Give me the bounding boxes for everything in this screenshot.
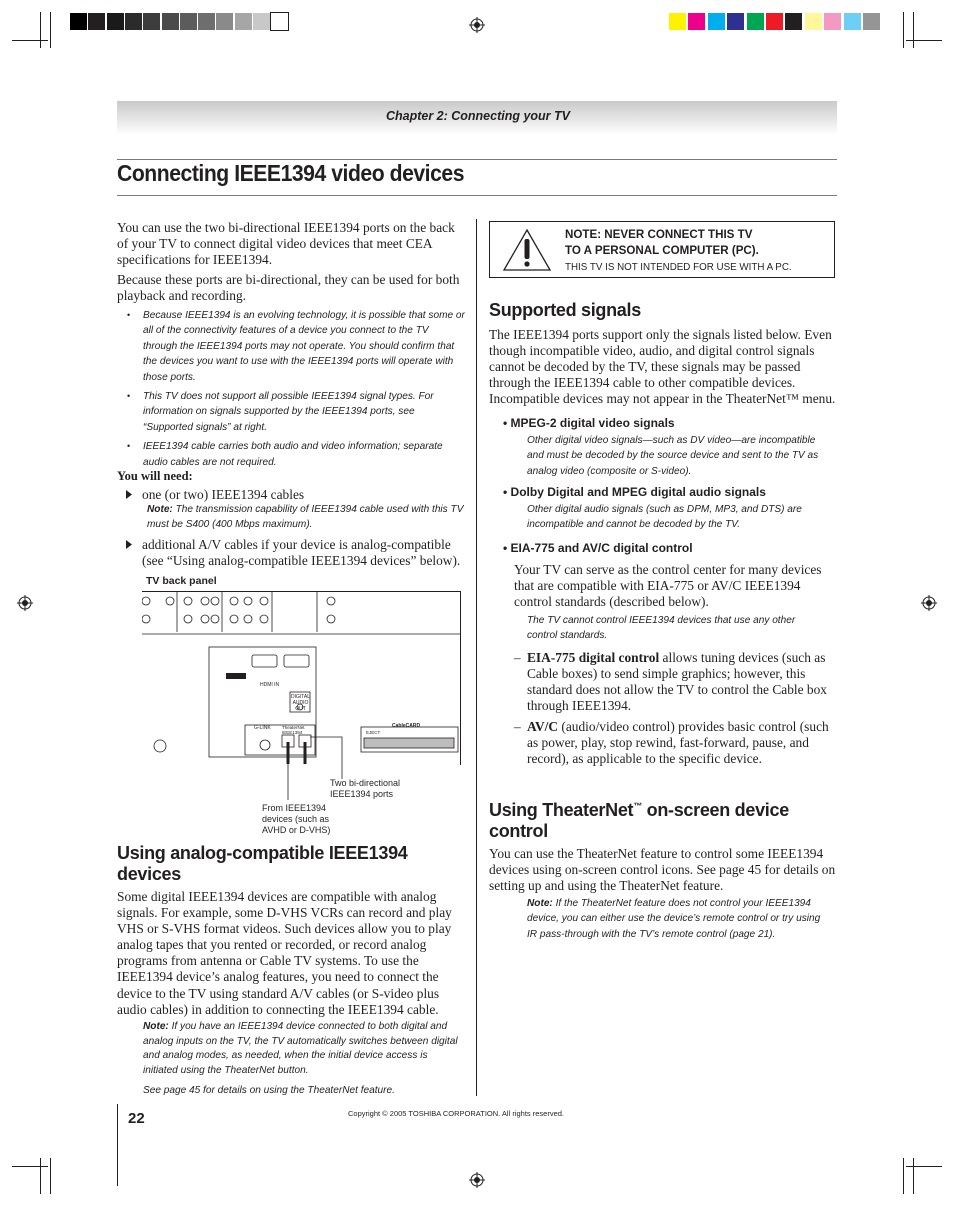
process-color-swatch	[805, 13, 822, 30]
warning-box	[489, 221, 835, 278]
triangle-bullet-icon	[126, 490, 132, 499]
avc-text: (audio/video control) provides basic control (such as power, play, stop rewind, fast-forward, pause, and record), as applicable to the specific device.	[527, 719, 829, 767]
supported-signals-heading: Supported signals	[489, 300, 641, 320]
gray-swatch	[70, 13, 87, 30]
gray-swatch	[143, 13, 160, 30]
process-color-swatch	[785, 13, 802, 30]
cablecard-label: CableCARD	[392, 723, 421, 729]
gray-swatch	[253, 13, 270, 30]
process-color-swatch	[844, 13, 861, 30]
registration-mark-icon	[469, 17, 485, 33]
analog-note	[143, 1020, 465, 1078]
analog-paragraph: Some digital IEEE1394 devices are compatible with analog signals. For example, some D-VHS VCRs can record and play VHS or S-VHS format videos. Such devices allow you to play analog tapes that you rented or recorded, or record analog programs from antenna or Cable TV systems. To use the IEEE1394 device’s analog features, you need to connect the device to the TV using standard A/V cables (or S-video plus audio cables) in addition to connecting the IEEE1394 cable.	[117, 889, 452, 1017]
supported-paragraph: The IEEE1394 ports support only the signals listed below. Even though incompatible video, audio, and digital control signals cannot be decoded by the TV, these signals may be passed through the IEEE1394 cable to other compatible devices. Incompatible devices may not appear in the TheaterNet™ menu.	[489, 327, 836, 407]
registration-mark-icon	[469, 1172, 485, 1188]
triangle-bullet-icon	[126, 540, 132, 549]
theaternet-heading-part: on-screen device control	[489, 800, 789, 841]
warning-line-1: NOTE: NEVER CONNECT THIS TV	[565, 228, 753, 241]
gray-swatch	[216, 13, 233, 30]
warning-title	[565, 227, 759, 259]
callout-line	[278, 764, 298, 802]
intro-paragraph: You can use the two bi-directional IEEE1394 ports on the back of your TV to connect digital video devices that meet CEA specifications for IEEE1394.	[117, 220, 455, 268]
eia-title: EIA-775 and AV/C digital control	[510, 541, 693, 555]
note-label: Note:	[143, 1021, 169, 1032]
theaternet-note	[527, 896, 827, 942]
theaternet-heading-part: Using TheaterNet	[489, 800, 634, 820]
gray-swatch	[271, 13, 288, 30]
dash-marker: –	[514, 719, 521, 734]
devices-callout: From IEEE1394 devices (such as AVHD or D-VHS)	[262, 803, 331, 835]
dolby-bullet: • Dolby Digital and MPEG digital audio signals	[503, 485, 766, 499]
figure-label: TV back panel	[146, 575, 217, 587]
theaternet-see-note: See page 45 for details on using the TheaterNet feature.	[143, 1085, 395, 1096]
gray-swatch	[125, 13, 142, 30]
note-label: Note:	[527, 898, 553, 909]
gray-swatch	[162, 13, 179, 30]
warning-line-2: TO A PERSONAL COMPUTER (PC).	[565, 244, 759, 257]
you-will-need-label: You will need:	[117, 469, 193, 483]
theaternet-note-text: If the TheaterNet feature does not control your IEEE1394 device, you can either use the device’s remote control or try using IR pass-through with the TV’s remote control (page 21).	[527, 898, 821, 940]
eject-label: EJECT	[366, 730, 381, 735]
title-bottom-rule	[117, 195, 837, 196]
eia-note: The TV cannot control IEEE1394 devices that use any other control standards.	[527, 615, 796, 642]
digital-audio-out-label: DIGITAL AUDIO OUT	[290, 694, 311, 712]
note-item: • This TV does not support all possible IEEE1394 signal types. For information on signals supported by the IEEE1394 ports, see “Supported signals” at right.	[117, 389, 465, 435]
eia-paragraph: Your TV can serve as the control center for many devices that are compatible with EIA-775 or AV/C IEEE1394 control standards (described below).	[514, 562, 822, 610]
theaternet-heading	[489, 796, 829, 842]
bidirectional-paragraph: Because these ports are bi-directional, they can be used for both playback and recording.	[117, 272, 460, 304]
hdmi-in-label: HDMI IN	[260, 682, 280, 688]
avc-term: AV/C	[527, 719, 559, 734]
glink-label: G-LINK	[254, 725, 271, 731]
column-divider	[476, 219, 477, 1096]
note-label: Note:	[147, 504, 173, 515]
gray-swatch	[88, 13, 105, 30]
mpeg-title: MPEG-2 digital video signals	[510, 416, 675, 430]
process-color-swatch	[727, 13, 744, 30]
page-number: 22	[128, 1110, 145, 1127]
chapter-title: Chapter 2: Connecting your TV	[385, 109, 570, 123]
mpeg-bullet: • MPEG-2 digital video signals	[503, 416, 675, 430]
footer-rule	[117, 1104, 118, 1186]
analog-note-text: If you have an IEEE1394 device connected to both digital and analog inputs on the TV, the TV automatically switches between digital and analog modes, as needed, when the initial device access is initiated using the TheaterNet button.	[143, 1021, 458, 1076]
gray-swatch	[180, 13, 197, 30]
process-color-swatch	[863, 13, 880, 30]
eia775-paragraph	[527, 650, 837, 714]
dash-marker: –	[514, 650, 521, 665]
cable-note	[147, 502, 465, 533]
need-item-cables: one (or two) IEEE1394 cables	[142, 487, 305, 502]
eia775-text: allows tuning devices (such as Cable boxes) to send simple graphics; however, this standard does not allow the TV to control the Cable box through IEEE1394.	[527, 650, 827, 714]
process-color-swatch	[824, 13, 841, 30]
registration-mark-icon	[17, 595, 33, 611]
theaternet-paragraph: You can use the TheaterNet feature to control some IEEE1394 devices using on-screen control icons. See page 45 for details on setting up and using the TheaterNet feature.	[489, 846, 836, 894]
page-title: Connecting IEEE1394 video devices	[117, 160, 465, 186]
warning-subtext: THIS TV IS NOT INTENDED FOR USE WITH A PC.	[565, 262, 792, 273]
registration-mark-icon	[921, 595, 937, 611]
mpeg-note: Other digital video signals—such as DV video—are incompatible and must be decoded by the source device and sent to the TV as analog video (composite or S-video).	[527, 435, 819, 477]
notes-list	[117, 308, 465, 474]
dolby-title: Dolby Digital and MPEG digital audio signals	[510, 485, 766, 499]
ports-callout: Two bi-directional IEEE1394 ports	[330, 778, 401, 799]
note-item: • IEEE1394 cable carries both audio and video information; separate audio cables are not required.	[117, 439, 465, 470]
process-color-swatch	[669, 13, 686, 30]
dolby-note: Other digital audio signals (such as DPM, MP3, and DTS) are incompatible and cannot be decoded by the TV.	[527, 504, 802, 531]
gray-swatch	[235, 13, 252, 30]
avc-paragraph	[527, 719, 837, 767]
theaternet-label: TheaterNet IEEE1394	[282, 725, 305, 735]
warning-triangle-icon	[502, 228, 552, 272]
note-item: • Because IEEE1394 is an evolving technology, it is possible that some or all of the connectivity features of a device you connect to the TV through the IEEE1394 ports may not operate. You should confirm that the devices you want to use with the IEEE1394 ports will operate with those ports.	[117, 308, 465, 385]
gray-swatch	[107, 13, 124, 30]
process-color-swatch	[708, 13, 725, 30]
gray-swatch	[198, 13, 215, 30]
process-color-swatch	[766, 13, 783, 30]
copyright: Copyright © 2005 TOSHIBA CORPORATION. All rights reserved.	[348, 1109, 565, 1118]
process-color-swatch	[747, 13, 764, 30]
eia-bullet: • EIA-775 and AV/C digital control	[503, 541, 693, 555]
analog-heading: Using analog-compatible IEEE1394 devices	[117, 843, 408, 884]
cable-note-text: The transmission capability of IEEE1394 cable used with this TV must be S400 (400 Mbps maximum).	[147, 504, 464, 531]
eia775-term: EIA-775 digital control	[527, 650, 660, 665]
trademark-mark: ™	[633, 801, 642, 811]
need-item-av-cables: additional A/V cables if your device is analog-compatible (see “Using analog-compatible IEEE1394 devices” below).	[142, 537, 461, 569]
process-color-swatch	[688, 13, 705, 30]
